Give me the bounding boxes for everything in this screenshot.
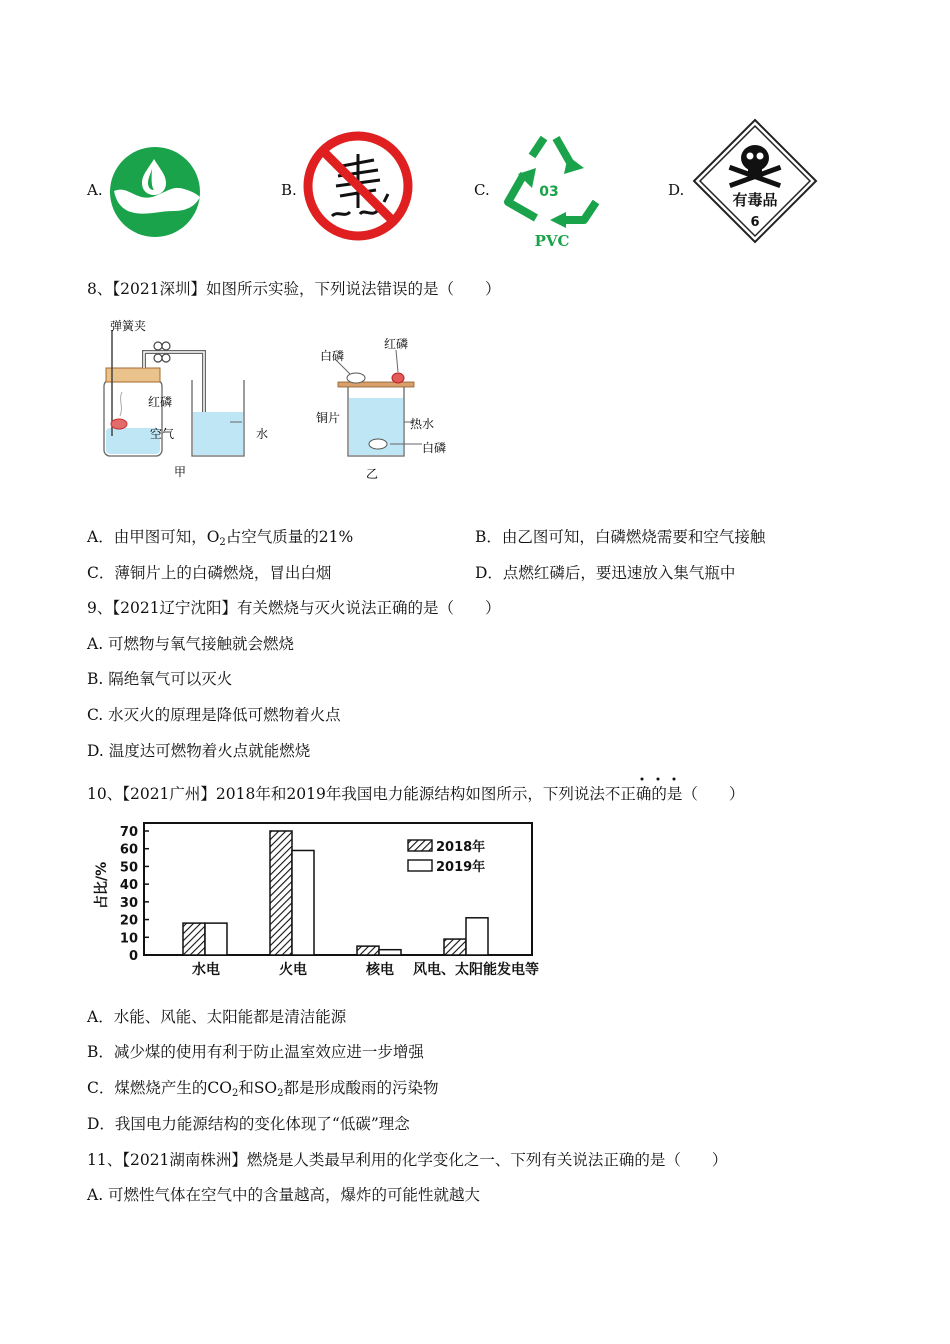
- q10-option-d: D．我国电力能源结构的变化体现了“低碳”理念: [87, 1115, 410, 1133]
- q10-option-b: B．减少煤的使用有利于防止温室效应进一步增强: [87, 1043, 424, 1061]
- bar-2018年-风电、太阳能发电等: [444, 939, 466, 955]
- air-label: 空气: [150, 427, 175, 441]
- q8-option-d: D．点燃红磷后，要迅速放入集气瓶中: [475, 564, 736, 582]
- water-saving-logo-icon: [108, 145, 202, 239]
- no-logging-sign-icon: [302, 130, 414, 242]
- bar-2018年-火电: [270, 831, 292, 955]
- q10-stem-end: 的是（ ）: [651, 785, 745, 803]
- q8-stem: 8、【2021深圳】如图所示实验，下列说法错误的是（ ）: [87, 280, 501, 298]
- option-d-label: D.: [668, 181, 685, 199]
- x-tick-label: 核电: [366, 962, 394, 978]
- bar-2018年-水电: [183, 923, 205, 955]
- recycle-code: 03: [539, 184, 559, 200]
- q10-option-c-sub2: 2: [277, 1088, 284, 1099]
- q8-option-c: C．薄铜片上的白磷燃烧，冒出白烟: [87, 564, 332, 582]
- q11-stem: 11、【2021湖南株洲】燃烧是人类最早利用的化学变化之一、下列有关说法正确的是（ ）: [87, 1151, 728, 1169]
- y-axis-label: 占比/%: [94, 861, 110, 909]
- y-tick-label: 0: [128, 949, 138, 964]
- red-phosphorus-label: 红磷: [148, 395, 173, 409]
- bar-2018年-核电: [357, 946, 379, 955]
- toxic-class-number: 6: [750, 215, 760, 230]
- q8-option-a-text: A．由甲图可知，O: [87, 528, 220, 546]
- white-phosphorus-top-label: 白磷: [320, 349, 345, 363]
- emphasis-dots-icon: [636, 776, 686, 782]
- figure-yi-caption: 乙: [366, 467, 379, 481]
- copper-sheet-label: 铜片: [316, 411, 341, 425]
- x-tick-label: 水电: [192, 962, 220, 978]
- y-tick-label: 70: [119, 825, 138, 840]
- figure-yi: [310, 332, 470, 488]
- x-tick-label: 火电: [279, 962, 307, 978]
- x-tick-label: 风电、太阳能发电等: [413, 962, 539, 978]
- q10-option-a: A．水能、风能、太阳能都是清洁能源: [87, 1008, 347, 1026]
- bar-2019年-风电、太阳能发电等: [466, 918, 488, 955]
- figure-jia: [92, 316, 292, 486]
- energy-structure-chart: [86, 818, 586, 988]
- y-tick-label: 30: [119, 895, 138, 911]
- q9-option-b: B. 隔绝氧气可以灭火: [87, 670, 233, 688]
- q9-option-c: C. 水灭火的原理是降低可燃物着火点: [87, 706, 341, 724]
- spring-clip-label: 弹簧夹: [110, 319, 147, 333]
- q9-option-a: A. 可燃物与氧气接触就会燃烧: [87, 635, 295, 653]
- q9-stem: 9、【2021辽宁沈阳】有关燃烧与灭火说法正确的是（ ）: [87, 599, 501, 617]
- bar-2019年-火电: [292, 850, 314, 955]
- q10-stem-text: 10、【2021广州】2018年和2019年我国电力能源结构如图所示，下列说法: [87, 785, 605, 803]
- q8-option-a-text-end: 占空气质量的21%: [225, 528, 354, 546]
- q11-option-a: A. 可燃性气体在空气中的含量越高，爆炸的可能性就越大: [87, 1186, 481, 1204]
- recycle-material: PVC: [534, 232, 570, 250]
- water-label: 水: [256, 427, 269, 441]
- y-tick-label: 40: [119, 878, 138, 894]
- q8-option-a: [87, 527, 353, 550]
- toxic-label: 有毒品: [732, 191, 778, 209]
- option-c-label: C.: [474, 181, 490, 199]
- q10-option-c-text2: 和SO: [238, 1079, 278, 1097]
- toxic-hazard-icon: [690, 118, 820, 244]
- figure-jia-caption: 甲: [174, 465, 187, 479]
- y-tick-label: 20: [119, 913, 138, 929]
- q10-option-c-sub1: 2: [231, 1088, 239, 1099]
- q10-option-c: [87, 1078, 439, 1101]
- recycle-pvc-icon: [496, 128, 606, 250]
- legend-swatch: [408, 840, 432, 851]
- option-b-label: B.: [281, 181, 297, 199]
- y-tick-label: 60: [119, 842, 138, 858]
- q8-option-a-subscript: 2: [219, 537, 226, 548]
- q10-option-c-text: C．煤燃烧产生的CO: [87, 1079, 232, 1097]
- hot-water-label: 热水: [410, 417, 435, 431]
- bar-2019年-核电: [379, 950, 401, 955]
- q10-emphasis: 不正确: [604, 785, 652, 803]
- legend-swatch: [408, 860, 432, 871]
- q8-option-b: B．由乙图可知，白磷燃烧需要和空气接触: [475, 528, 766, 546]
- legend-label: 2019年: [436, 860, 486, 875]
- white-phosphorus-bottom-label: 白磷: [422, 441, 447, 455]
- q10-option-c-text3: 都是形成酸雨的污染物: [283, 1079, 439, 1097]
- bar-2019年-水电: [205, 923, 227, 955]
- q10-stem: [87, 784, 744, 804]
- red-phosphorus-label-yi: 红磷: [384, 337, 409, 351]
- option-a-label: A.: [87, 181, 103, 199]
- legend-label: 2018年: [436, 840, 486, 855]
- y-tick-label: 10: [119, 931, 138, 947]
- y-tick-label: 50: [119, 860, 138, 876]
- q9-option-d: D. 温度达可燃物着火点就能燃烧: [87, 742, 311, 760]
